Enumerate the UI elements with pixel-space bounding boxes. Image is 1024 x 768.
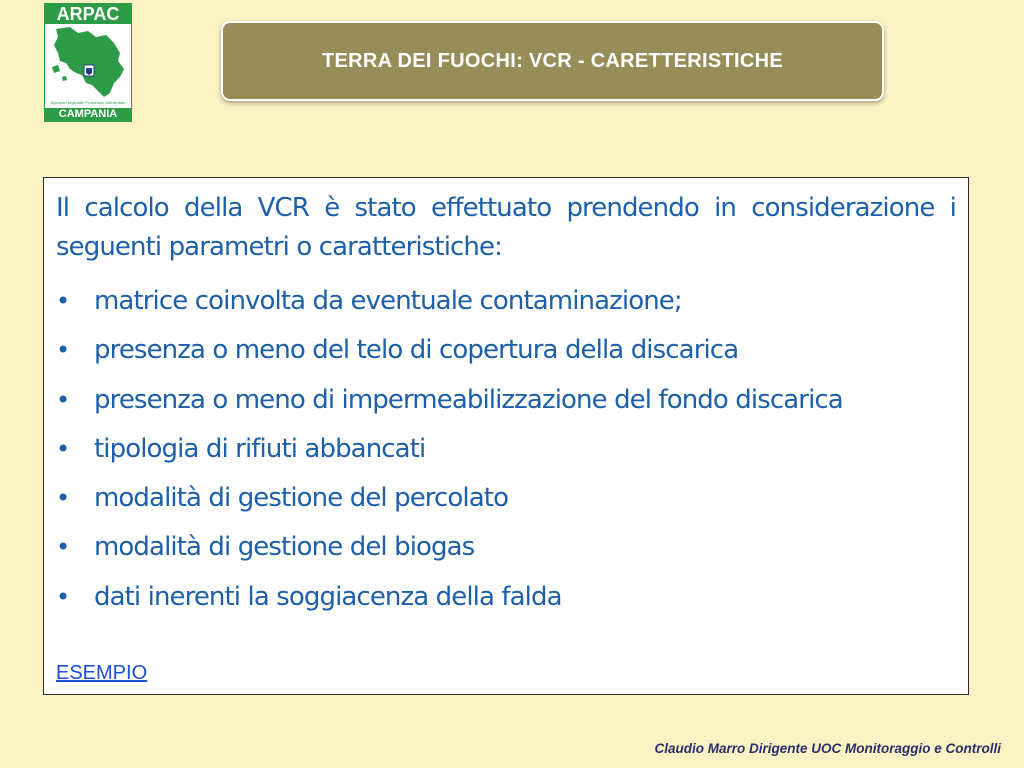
example-link[interactable]: ESEMPIO <box>56 662 148 684</box>
list-item-text: tipologia di rifiuti abbancati <box>94 433 426 464</box>
bullet-icon: • <box>56 287 70 315</box>
slide-title-bar <box>221 21 884 101</box>
bullet-icon: • <box>56 484 70 513</box>
list-item <box>56 425 956 474</box>
bullet-icon: • <box>56 434 70 463</box>
list-item <box>56 277 956 326</box>
intro-paragraph: Il calcolo della VCR è stato effettuato prendendo in considerazione i seguenti parametri o caratteristiche: <box>56 193 956 262</box>
list-item <box>56 474 956 523</box>
bullet-icon: • <box>56 385 70 414</box>
logo-subtitle: Agenzia Regionale Protezione Ambientale <box>50 101 126 105</box>
list-item-text: modalità di gestione del percolato <box>94 483 509 514</box>
slide-title: TERRA DEI FUOCHI: VCR - CARETTERISTICHE <box>322 49 783 72</box>
footer-author: Claudio Marro Dirigente UOC Monitoraggio e Controlli <box>654 741 1001 756</box>
arpac-logo <box>44 3 132 122</box>
parameters-list <box>56 277 956 622</box>
list-item <box>56 523 956 572</box>
bullet-icon: • <box>56 582 70 611</box>
logo-region: CAMPANIA <box>45 108 131 121</box>
bullet-icon: • <box>56 533 70 562</box>
bullet-icon: • <box>56 336 70 365</box>
logo-title: ARPAC <box>45 4 131 24</box>
list-item-text: presenza o meno del telo di copertura della discarica <box>94 335 739 366</box>
content-panel <box>43 177 969 695</box>
list-item-text: matrice coinvolta da eventuale contaminazione; <box>94 286 682 316</box>
list-item-text: modalità di gestione del biogas <box>94 532 475 563</box>
list-item <box>56 326 956 375</box>
list-item-text: dati inerenti la soggiacenza della falda <box>94 581 562 612</box>
list-item <box>56 573 956 622</box>
list-item-text: presenza o meno di impermeabilizzazione del fondo discarica <box>94 384 843 415</box>
list-item <box>56 376 956 425</box>
campania-map-icon <box>48 25 128 99</box>
